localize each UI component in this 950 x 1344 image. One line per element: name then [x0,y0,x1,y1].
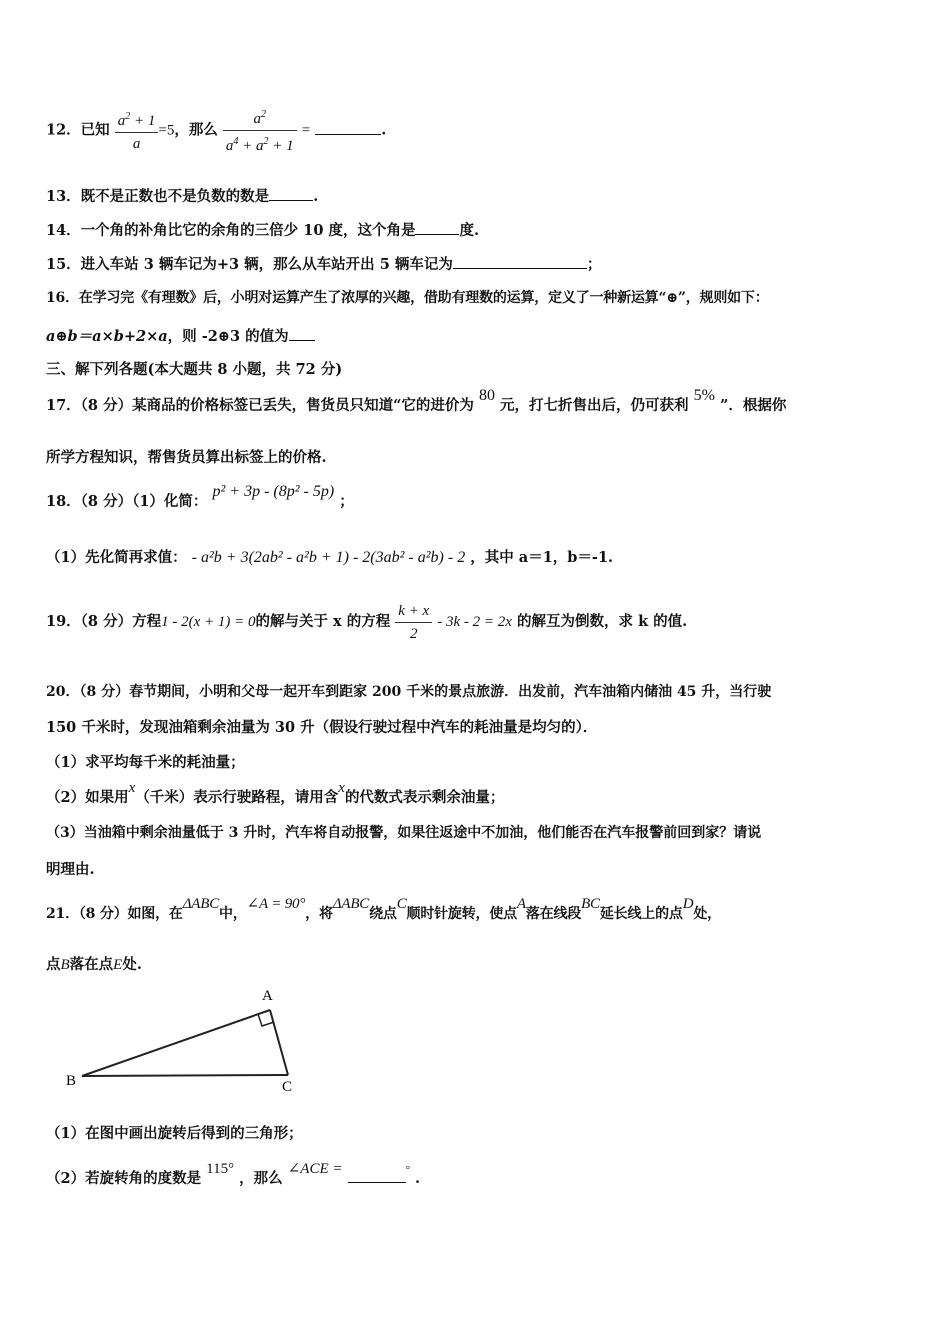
q20-p1: （1）求平均每千米的耗油量； [46,754,245,771]
q18-a: 18．（8 分）（1）化简： [46,493,208,510]
q20-p3b: 明理由. [46,861,95,878]
q12-fraction-2: $\frac{a^2}{a^4 + a^2 + 1}$ [223,104,297,157]
question-20-line2 [46,718,910,738]
question-13 [46,186,910,207]
q19-c: 的解互为倒数，求 k 的值. [517,613,688,630]
q19-eq1: 1 - 2(x + 1) = 0 [161,614,256,630]
q12-mid: ，那么 [174,121,218,139]
q21-line2c: 处. [122,956,142,973]
question-12 [46,104,910,152]
side-ab [82,1010,270,1076]
q12-eq2: = [301,122,311,139]
q21-angle: ∠A = 90° [246,896,306,912]
q21-tri: ΔABC [182,896,220,912]
q13-end: . [313,188,319,205]
q20-p3: （3）当油箱中剩余油量低于 3 升时，汽车将自动报警，如果往返途中不加油，他们能否在汽车报警前回到家？请说 [46,825,762,841]
q21-tri2: ΔABC [332,896,370,912]
question-20-part1 [46,753,910,773]
section-3-title: 三、解下列各题(本大题共 8 小题，共 72 分) [46,361,343,378]
question-14 [46,220,910,241]
q21-a: 21．（8 分）如图，在 [46,906,183,922]
q21-p2b: ，那么 [239,1170,283,1187]
q21-D: D [682,896,694,912]
q21-e: 顺时针旋转，使点 [406,906,517,922]
label-c: C [282,1079,293,1095]
q17-c: ”．根据你 [719,397,787,414]
question-16-line2 [46,326,910,347]
q21-line2a: 点 [46,956,61,973]
q18-end1: ； [339,493,354,510]
q12-end: . [381,121,387,139]
q16-line1: 16．在学习完《有理数》后，小明对运算产生了浓厚的兴趣，借助有理数的运算，定义了一种新运算“⊕”，规则如下： [46,290,769,306]
q14-end: 度. [459,222,480,239]
q21-h: 处， [693,906,721,922]
q16-answer-blank[interactable] [289,326,315,341]
section-3-heading [46,360,910,380]
question-20-part3 [46,823,910,843]
q15-answer-blank[interactable] [453,254,587,269]
question-21-line2 [46,955,910,975]
question-15 [46,254,910,275]
q20-x-1: x [128,780,136,796]
q17-a: 17．（8 分）某商品的价格标签已丢失，售货员只知道“它的进价为 [46,397,474,414]
question-18-line2 [46,548,910,568]
q21-line2b: 落在点 [69,956,114,973]
question-19 [46,598,910,646]
q12-prefix: 12．已知 [46,121,110,139]
q16-rule: a⊕b＝a×b+2×a [46,328,168,345]
q21-BC: BC [581,896,600,912]
q21-B: B [60,957,70,973]
question-16-line1 [46,288,910,308]
question-20-part2 [46,780,910,808]
q21-p1: （1）在图中画出旋转后得到的三角形； [46,1125,303,1142]
q18-b: （1）先化简再求值： [46,549,187,566]
question-21-line1 [46,896,910,924]
q21-ace: ∠ACE = [287,1161,343,1177]
q17-profit: 5% [693,387,715,404]
q21-b: 中， [219,906,247,922]
side-bc [82,1075,288,1076]
q21-g: 延长线上的点 [599,906,683,922]
q14-answer-blank[interactable] [415,220,459,235]
q18-expr2: - a²b + 3(2ab² - a²b + 1) - 2(3ab² - a²b) - 2 [191,549,466,566]
q19-b: 的解与关于 x 的方程 [255,613,391,630]
triangle-figure [60,985,320,1095]
q16-tail: ，则 -2⊕3 的值为 [167,328,289,345]
q21-E: E [113,957,123,973]
side-ac [270,1010,288,1075]
q21-answer-blank[interactable] [348,1168,406,1183]
question-21-part1 [46,1124,910,1144]
q20-p2a: （2）如果用 [46,789,129,806]
question-18-line1 [46,483,910,512]
q21-deg: 115° [206,1161,235,1177]
question-17-line2 [46,448,910,468]
q20-x-2: x [338,780,345,796]
question-20-line1 [46,682,910,702]
q19-a: 19．（8 分）方程 [46,613,162,630]
q21-f: 落在线段 [525,906,582,922]
q18-c: ，其中 a＝1，b＝-1. [470,549,614,566]
q13-answer-blank[interactable] [269,186,313,201]
q17-b: 元，打七折售出后，仍可获利 [500,397,689,414]
q15-text: 15．进入车站 3 辆车记为+3 辆，那么从车站开出 5 辆车记为 [46,256,453,273]
q17-cost: 80 [478,387,495,404]
q12-eq1: =5 [158,122,175,139]
q13-text: 13．既不是正数也不是负数的数是 [46,188,270,205]
label-b: B [66,1073,77,1089]
q20-line2: 150 千米时，发现油箱剩余油量为 30 升（假设行驶过程中汽车的耗油量是均匀的）． [46,719,598,736]
q21-end: . [415,1170,421,1187]
q15-end: ； [586,256,602,273]
q21-d: 绕点 [369,906,397,922]
q12-answer-blank[interactable] [315,120,381,135]
q21-C: C [396,896,407,912]
question-21-part2 [46,1161,910,1190]
q20-line1: 20．（8 分）春节期间，小明和父母一起开车到距家 200 千米的景点旅游．出发前，汽车油箱内储油 45 升，当行驶 [46,684,772,700]
q20-p2c: 的代数式表示剩余油量； [344,789,505,806]
q21-c: ，将 [305,906,333,922]
q21-p2a: （2）若旋转角的度数是 [46,1170,202,1187]
q12-fraction-1: $\frac{a^2 + 1}{a}$ [115,106,159,155]
q21-A: A [516,896,526,912]
q14-text: 14．一个角的补角比它的余角的三倍少 10 度，这个角是 [46,222,416,239]
q19-eq2: - 3k - 2 = 2x [437,614,512,630]
question-20-part3-cont [46,860,910,880]
q17-line2: 所学方程知识，帮售货员算出标签上的价格. [46,449,327,466]
question-17-line1 [46,387,910,416]
label-a: A [262,988,273,1004]
q21-degree-sign: ° [405,1164,410,1176]
q19-fraction: $\frac{k + x}{2}$ [395,600,432,645]
q20-p2b: （千米）表示行驶路程，请用含 [135,789,339,806]
q18-expr1: p² + 3p - (8p² - 5p) [212,483,335,500]
